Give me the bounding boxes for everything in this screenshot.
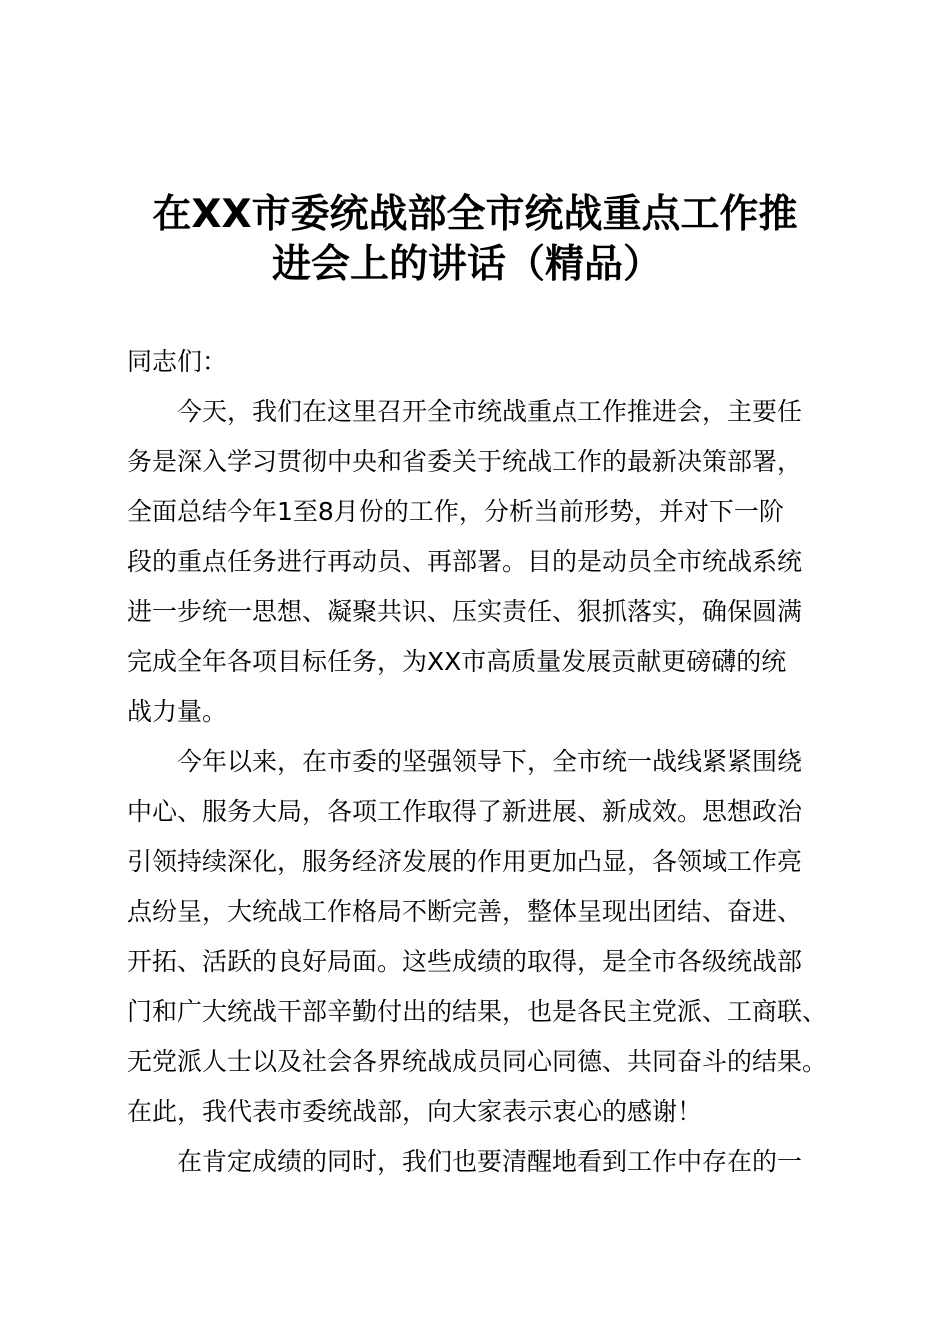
paragraph-line: 门和广大统战干部辛勤付出的结果，也是各民主党派、工商联、 bbox=[127, 997, 828, 1026]
paragraph bbox=[127, 387, 847, 737]
paragraph-line: 今天，我们在这里召开全市统战重点工作推进会，主要任 bbox=[177, 397, 803, 426]
title-line: 在XX市委统战部全市统战重点工作推 bbox=[152, 192, 798, 237]
salutation: 同志们： bbox=[127, 347, 228, 376]
paragraph-line: 在此，我代表市委统战部，向大家表示衷心的感谢！ bbox=[127, 1097, 703, 1126]
paragraph-line: 务是深入学习贯彻中央和省委关于统战工作的最新决策部署， bbox=[127, 447, 803, 476]
paragraph-line: 今年以来，在市委的坚强领导下，全市统一战线紧紧围绕 bbox=[177, 747, 803, 776]
paragraph-line: 战力量。 bbox=[127, 697, 228, 726]
paragraph-line: 进一步统一思想、凝聚共识、压实责任、狠抓落实，确保圆满 bbox=[127, 597, 803, 626]
paragraph-line: 引领持续深化，服务经济发展的作用更加凸显，各领域工作亮 bbox=[127, 847, 803, 876]
paragraph-line: 段的重点任务进行再动员、再部署。目的是动员全市统战系统 bbox=[127, 547, 803, 576]
paragraphs bbox=[127, 387, 847, 1187]
paragraph bbox=[127, 737, 847, 1137]
title-line: 进会上的讲话（精品） bbox=[271, 242, 662, 287]
paragraph-line: 无党派人士以及社会各界统战成员同心同德、共同奋斗的结果。 bbox=[127, 1047, 828, 1076]
paragraph-line: 点纷呈，大统战工作格局不断完善，整体呈现出团结、奋进、 bbox=[127, 897, 803, 926]
paragraph-line: 开拓、活跃的良好局面。这些成绩的取得，是全市各级统战部 bbox=[127, 947, 803, 976]
paragraph bbox=[127, 1137, 847, 1187]
document-body bbox=[127, 337, 847, 1187]
paragraph-line: 全面总结今年1至8月份的工作，分析当前形势，并对下一阶 bbox=[127, 497, 784, 526]
paragraph-line: 在肯定成绩的同时，我们也要清醒地看到工作中存在的一 bbox=[177, 1147, 803, 1176]
document-title bbox=[0, 190, 950, 290]
paragraph-line: 中心、服务大局，各项工作取得了新进展、新成效。思想政治 bbox=[127, 797, 803, 826]
paragraph-line: 完成全年各项目标任务，为XX市高质量发展贡献更磅礴的统 bbox=[127, 647, 787, 676]
